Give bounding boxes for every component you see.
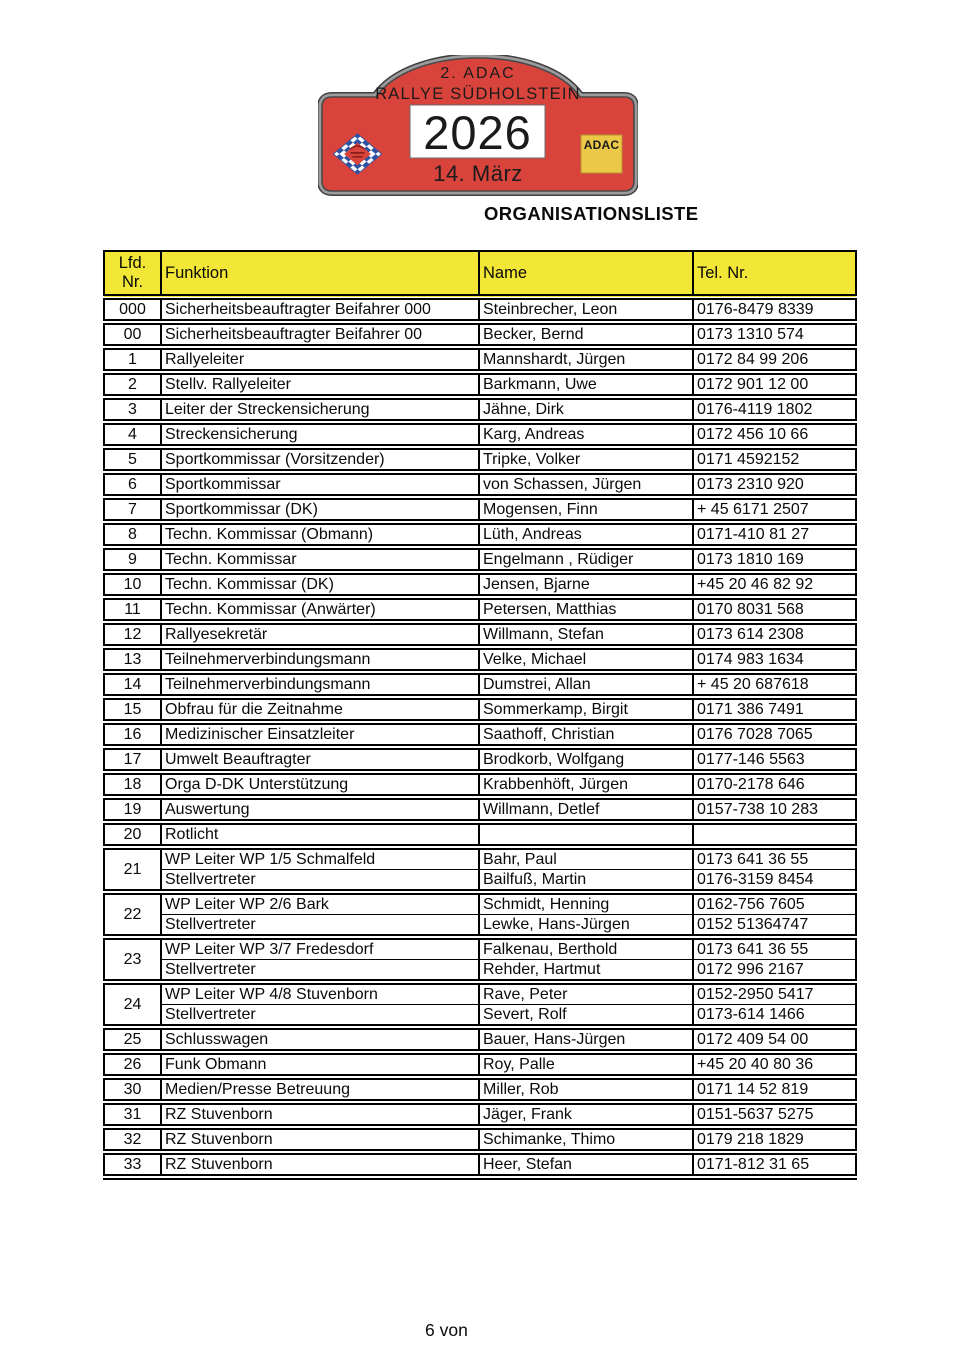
cell-nr: 15 bbox=[104, 697, 161, 722]
table-row bbox=[104, 322, 856, 347]
cell-nr: 11 bbox=[104, 597, 161, 622]
cell-tel: 0162-756 7605 bbox=[693, 892, 856, 915]
cell-name: Lewke, Hans-Jürgen bbox=[479, 915, 693, 938]
cell-name: von Schassen, Jürgen bbox=[479, 472, 693, 497]
plate-date-text: 14. März bbox=[433, 161, 523, 186]
table-row bbox=[104, 497, 856, 522]
org-table bbox=[103, 250, 857, 1180]
table-row bbox=[104, 960, 856, 983]
header-cell-name: Name bbox=[479, 251, 693, 297]
table-row bbox=[104, 847, 856, 870]
cell-tel: 0157-738 10 283 bbox=[693, 797, 856, 822]
table-row bbox=[104, 1005, 856, 1028]
cell-tel: 0173 614 2308 bbox=[693, 622, 856, 647]
cell-nr: 17 bbox=[104, 747, 161, 772]
adac-logo bbox=[581, 135, 622, 173]
cell-funktion: Rallyeleiter bbox=[161, 347, 479, 372]
cell-tel: 0176-4119 1802 bbox=[693, 397, 856, 422]
cell-funktion: Medizinischer Einsatzleiter bbox=[161, 722, 479, 747]
cell-name: Becker, Bernd bbox=[479, 322, 693, 347]
cell-tel: + 45 6171 2507 bbox=[693, 497, 856, 522]
table-row bbox=[104, 672, 856, 697]
cell-tel: 0171-812 31 65 bbox=[693, 1152, 856, 1177]
cell-tel: 0172 409 54 00 bbox=[693, 1027, 856, 1052]
table-row bbox=[104, 522, 856, 547]
cell-funktion: Auswertung bbox=[161, 797, 479, 822]
cell-tel: 0173 641 36 55 bbox=[693, 847, 856, 870]
cell-funktion: RZ Stuvenborn bbox=[161, 1152, 479, 1177]
cell-tel: 0151-5637 5275 bbox=[693, 1102, 856, 1127]
cell-nr: 000 bbox=[104, 297, 161, 322]
table-row bbox=[104, 892, 856, 915]
cell-name: Sommerkamp, Birgit bbox=[479, 697, 693, 722]
table-row bbox=[104, 697, 856, 722]
cell-name: Schimanke, Thimo bbox=[479, 1127, 693, 1152]
cell-funktion: Techn. Kommissar (DK) bbox=[161, 572, 479, 597]
cell-nr: 3 bbox=[104, 397, 161, 422]
header-nr-line2: Nr. bbox=[121, 273, 144, 291]
cell-name: Bahr, Paul bbox=[479, 847, 693, 870]
header-cell-nr bbox=[104, 251, 161, 297]
cell-funktion: Stellvertreter bbox=[161, 915, 479, 938]
cell-nr: 14 bbox=[104, 672, 161, 697]
cell-funktion: WP Leiter WP 2/6 Bark bbox=[161, 892, 479, 915]
cell-nr: 5 bbox=[104, 447, 161, 472]
cell-name: Mannshardt, Jürgen bbox=[479, 347, 693, 372]
cell-name: Dumstrei, Allan bbox=[479, 672, 693, 697]
cell-name: Karg, Andreas bbox=[479, 422, 693, 447]
cell-name: Rehder, Hartmut bbox=[479, 960, 693, 983]
cell-nr: 12 bbox=[104, 622, 161, 647]
cell-funktion: Umwelt Beauftragter bbox=[161, 747, 479, 772]
table-row bbox=[104, 622, 856, 647]
cell-funktion: Obfrau für die Zeitnahme bbox=[161, 697, 479, 722]
cell-name: Velke, Michael bbox=[479, 647, 693, 672]
cell-nr: 26 bbox=[104, 1052, 161, 1077]
cell-funktion: Teilnehmerverbindungsmann bbox=[161, 647, 479, 672]
cell-nr: 00 bbox=[104, 322, 161, 347]
header-cell-tel: Tel. Nr. bbox=[693, 251, 856, 297]
cell-funktion: Techn. Kommissar bbox=[161, 547, 479, 572]
cell-nr: 18 bbox=[104, 772, 161, 797]
cell-tel: + 45 20 687618 bbox=[693, 672, 856, 697]
cell-funktion: Techn. Kommissar (Anwärter) bbox=[161, 597, 479, 622]
cell-name: Engelmann , Rüdiger bbox=[479, 547, 693, 572]
table-row bbox=[104, 422, 856, 447]
cell-name: Severt, Rolf bbox=[479, 1005, 693, 1028]
cell-nr: 13 bbox=[104, 647, 161, 672]
cell-funktion: Streckensicherung bbox=[161, 422, 479, 447]
cell-funktion: Rotlicht bbox=[161, 822, 479, 847]
cell-nr: 21 bbox=[104, 847, 161, 892]
cell-name: Falkenau, Berthold bbox=[479, 937, 693, 960]
cell-name: Petersen, Matthias bbox=[479, 597, 693, 622]
cell-tel: 0172 996 2167 bbox=[693, 960, 856, 983]
cell-funktion: Stellvertreter bbox=[161, 960, 479, 983]
table-row bbox=[104, 297, 856, 322]
header-cell-funktion: Funktion bbox=[161, 251, 479, 297]
cell-nr: 22 bbox=[104, 892, 161, 937]
rally-plate bbox=[318, 55, 638, 197]
table-row bbox=[104, 1027, 856, 1052]
cell-tel: 0152-2950 5417 bbox=[693, 982, 856, 1005]
cell-name: Steinbrecher, Leon bbox=[479, 297, 693, 322]
cell-nr: 23 bbox=[104, 937, 161, 982]
table-row bbox=[104, 1127, 856, 1152]
table-row bbox=[104, 347, 856, 372]
cell-tel: 0170-2178 646 bbox=[693, 772, 856, 797]
cell-name: Willmann, Detlef bbox=[479, 797, 693, 822]
cell-nr: 16 bbox=[104, 722, 161, 747]
table-row bbox=[104, 547, 856, 572]
cell-nr: 33 bbox=[104, 1152, 161, 1177]
cell-funktion: Sicherheitsbeauftragter Beifahrer 00 bbox=[161, 322, 479, 347]
table-row bbox=[104, 915, 856, 938]
cell-tel: 0176-3159 8454 bbox=[693, 870, 856, 893]
cell-nr: 7 bbox=[104, 497, 161, 522]
cell-funktion: Techn. Kommissar (Obmann) bbox=[161, 522, 479, 547]
cell-funktion: Stellvertreter bbox=[161, 1005, 479, 1028]
cell-funktion: Sportkommissar (Vorsitzender) bbox=[161, 447, 479, 472]
cell-nr: 30 bbox=[104, 1077, 161, 1102]
cell-funktion: Schlusswagen bbox=[161, 1027, 479, 1052]
cell-name: Rave, Peter bbox=[479, 982, 693, 1005]
table-row bbox=[104, 797, 856, 822]
cell-tel bbox=[693, 822, 856, 847]
cell-funktion: Stellvertreter bbox=[161, 870, 479, 893]
cell-nr: 19 bbox=[104, 797, 161, 822]
table-row bbox=[104, 647, 856, 672]
table-row bbox=[104, 722, 856, 747]
cell-tel: 0171 14 52 819 bbox=[693, 1077, 856, 1102]
cell-tel: 0179 218 1829 bbox=[693, 1127, 856, 1152]
cell-nr: 8 bbox=[104, 522, 161, 547]
table-row bbox=[104, 870, 856, 893]
cell-name: Willmann, Stefan bbox=[479, 622, 693, 647]
cell-name: Schmidt, Henning bbox=[479, 892, 693, 915]
table-row bbox=[104, 447, 856, 472]
cell-funktion: Leiter der Streckensicherung bbox=[161, 397, 479, 422]
table-row bbox=[104, 937, 856, 960]
org-table-body bbox=[104, 297, 856, 1177]
cell-nr: 20 bbox=[104, 822, 161, 847]
cell-nr: 1 bbox=[104, 347, 161, 372]
cell-name: Tripke, Volker bbox=[479, 447, 693, 472]
cell-funktion: Teilnehmerverbindungsmann bbox=[161, 672, 479, 697]
table-row bbox=[104, 572, 856, 597]
table-row bbox=[104, 772, 856, 797]
cell-tel: 0171-410 81 27 bbox=[693, 522, 856, 547]
cell-name: Jähne, Dirk bbox=[479, 397, 693, 422]
cell-funktion: Sportkommissar bbox=[161, 472, 479, 497]
cell-nr: 31 bbox=[104, 1102, 161, 1127]
cell-nr: 6 bbox=[104, 472, 161, 497]
cell-tel: 0173 1310 574 bbox=[693, 322, 856, 347]
table-row bbox=[104, 1052, 856, 1077]
cell-funktion: WP Leiter WP 3/7 Fredesdorf bbox=[161, 937, 479, 960]
cell-tel: 0172 456 10 66 bbox=[693, 422, 856, 447]
cell-tel: 0172 901 12 00 bbox=[693, 372, 856, 397]
table-row bbox=[104, 372, 856, 397]
cell-funktion: Orga D-DK Unterstützung bbox=[161, 772, 479, 797]
table-row bbox=[104, 472, 856, 497]
cell-funktion: Funk Obmann bbox=[161, 1052, 479, 1077]
cell-funktion: Sicherheitsbeauftragter Beifahrer 000 bbox=[161, 297, 479, 322]
cell-name: Miller, Rob bbox=[479, 1077, 693, 1102]
table-row bbox=[104, 822, 856, 847]
cell-nr: 24 bbox=[104, 982, 161, 1027]
cell-funktion: WP Leiter WP 4/8 Stuvenborn bbox=[161, 982, 479, 1005]
cell-funktion: Rallyesekretär bbox=[161, 622, 479, 647]
cell-name: Roy, Palle bbox=[479, 1052, 693, 1077]
cell-name: Jäger, Frank bbox=[479, 1102, 693, 1127]
org-table-container bbox=[103, 250, 857, 1180]
cell-nr: 4 bbox=[104, 422, 161, 447]
cell-name: Barkmann, Uwe bbox=[479, 372, 693, 397]
table-row bbox=[104, 1077, 856, 1102]
cell-name: Saathoff, Christian bbox=[479, 722, 693, 747]
cell-nr: 32 bbox=[104, 1127, 161, 1152]
header-nr-line1: Lfd. bbox=[118, 254, 147, 273]
cell-name: Krabbenhöft, Jürgen bbox=[479, 772, 693, 797]
cell-name: Mogensen, Finn bbox=[479, 497, 693, 522]
cell-funktion: WP Leiter WP 1/5 Schmalfeld bbox=[161, 847, 479, 870]
cell-tel: 0171 386 7491 bbox=[693, 697, 856, 722]
cell-name: Lüth, Andreas bbox=[479, 522, 693, 547]
cell-name bbox=[479, 822, 693, 847]
page-title: ORGANISATIONSLISTE bbox=[484, 203, 699, 224]
cell-funktion: Stellv. Rallyeleiter bbox=[161, 372, 479, 397]
plate-event-text: RALLYE SÜDHOLSTEIN bbox=[375, 85, 581, 103]
cell-tel: 0172 84 99 206 bbox=[693, 347, 856, 372]
cell-name: Brodkorb, Wolfgang bbox=[479, 747, 693, 772]
cell-tel: 0177-146 5563 bbox=[693, 747, 856, 772]
cell-nr: 25 bbox=[104, 1027, 161, 1052]
page-number: 6 von bbox=[425, 1320, 468, 1340]
table-row bbox=[104, 1152, 856, 1177]
plate-series-text: 2. ADAC bbox=[440, 65, 516, 82]
cell-tel: 0173 1810 169 bbox=[693, 547, 856, 572]
table-row bbox=[104, 597, 856, 622]
table-row bbox=[104, 747, 856, 772]
cell-nr: 10 bbox=[104, 572, 161, 597]
cell-name: Jensen, Bjarne bbox=[479, 572, 693, 597]
cell-name: Bailfuß, Martin bbox=[479, 870, 693, 893]
cell-nr: 2 bbox=[104, 372, 161, 397]
cell-tel: 0174 983 1634 bbox=[693, 647, 856, 672]
cell-name: Heer, Stefan bbox=[479, 1152, 693, 1177]
cell-funktion: Medien/Presse Betreuung bbox=[161, 1077, 479, 1102]
plate-year-text: 2026 bbox=[423, 106, 532, 159]
cell-funktion: Sportkommissar (DK) bbox=[161, 497, 479, 522]
cell-tel: 0170 8031 568 bbox=[693, 597, 856, 622]
cell-tel: +45 20 40 80 36 bbox=[693, 1052, 856, 1077]
cell-tel: 0173-614 1466 bbox=[693, 1005, 856, 1028]
cell-tel: 0176 7028 7065 bbox=[693, 722, 856, 747]
adac-logo-text: ADAC bbox=[583, 138, 620, 152]
table-row bbox=[104, 397, 856, 422]
cell-tel: 0173 2310 920 bbox=[693, 472, 856, 497]
cell-tel: +45 20 46 82 92 bbox=[693, 572, 856, 597]
table-header-row bbox=[104, 251, 856, 297]
cell-tel: 0176-8479 8339 bbox=[693, 297, 856, 322]
cell-nr: 9 bbox=[104, 547, 161, 572]
cell-funktion: RZ Stuvenborn bbox=[161, 1127, 479, 1152]
table-row bbox=[104, 1102, 856, 1127]
cell-tel: 0171 4592152 bbox=[693, 447, 856, 472]
table-row bbox=[104, 982, 856, 1005]
cell-tel: 0173 641 36 55 bbox=[693, 937, 856, 960]
cell-funktion: RZ Stuvenborn bbox=[161, 1102, 479, 1127]
cell-tel: 0152 51364747 bbox=[693, 915, 856, 938]
cell-name: Bauer, Hans-Jürgen bbox=[479, 1027, 693, 1052]
